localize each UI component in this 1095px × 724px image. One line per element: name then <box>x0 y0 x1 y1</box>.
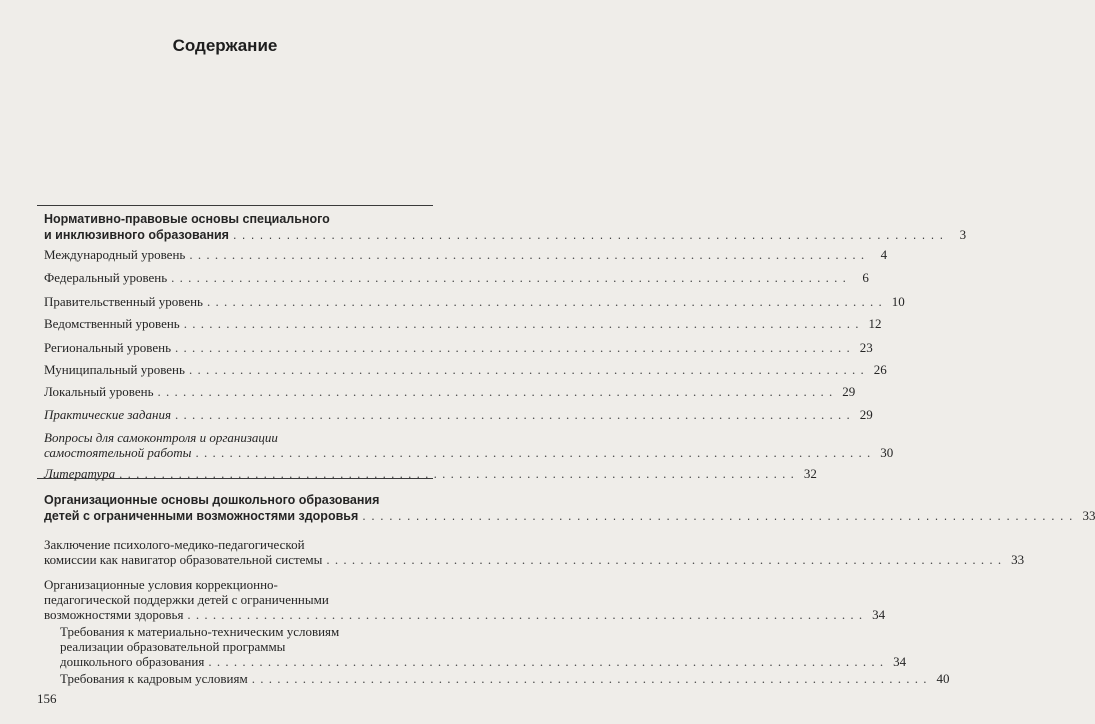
toc-page-number: 32 <box>803 466 817 481</box>
toc-entry <box>44 577 886 622</box>
toc-entry-text: Международный уровень <box>44 247 186 262</box>
toc-entry-text: Требования к кадровым условиям <box>60 671 248 686</box>
toc-page-number: 4 <box>880 247 888 262</box>
dot-leader: . . . . . . . . . . . . . . . . . . . . . . . . . . . . . . . . . . . . . . . . . . . . . . . . . . . . . . . . . . . . . . . . . . . . . . . . . . . . . . . . <box>326 552 1003 567</box>
toc-entry-text: и инклюзивного образования <box>44 228 229 242</box>
toc-page-number: 34 <box>893 654 907 669</box>
dot-leader: . . . . . . . . . . . . . . . . . . . . . . . . . . . . . . . . . . . . . . . . . . . . . . . . . . . . . . . . . . . . . . . . . . . . . . . . . . . . . . . . <box>251 671 928 686</box>
toc-entry <box>44 270 869 285</box>
toc-entry <box>44 430 894 460</box>
toc-entry-text: Федеральный уровень <box>44 270 168 285</box>
toc-page-number: 33 <box>1082 508 1095 523</box>
toc-entry-text: Ведомственный уровень <box>44 316 180 331</box>
toc-page-number: 10 <box>891 294 905 309</box>
toc-page-number: 12 <box>868 316 882 331</box>
toc-entry <box>60 671 950 686</box>
toc-page-number: 29 <box>842 384 856 399</box>
toc-entry <box>44 212 967 243</box>
dot-leader: . . . . . . . . . . . . . . . . . . . . . . . . . . . . . . . . . . . . . . . . . . . . . . . . . . . . . . . . . . . . . . . . . . . . . . . . . . . . . . . . <box>208 654 885 669</box>
toc-entry <box>44 466 817 481</box>
toc-page-number: 30 <box>880 445 894 460</box>
dot-leader: . . . . . . . . . . . . . . . . . . . . . . . . . . . . . . . . . . . . . . . . . . . . . . . . . . . . . . . . . . . . . . . . . . . . . . . . . . . . . . . . <box>232 228 945 242</box>
toc-entry <box>44 294 905 309</box>
toc-entry-text: Муниципальный уровень <box>44 362 185 377</box>
dot-leader: . . . . . . . . . . . . . . . . . . . . . . . . . . . . . . . . . . . . . . . . . . . . . . . . . . . . . . . . . . . . . . . . . . . . . . . . . . . . . . . . <box>157 384 834 399</box>
toc-entry-text: Локальный уровень <box>44 384 154 399</box>
toc-entry-text: Нормативно-правовые основы специального <box>44 212 330 226</box>
toc-entry-text: Вопросы для самоконтроля и организации <box>44 430 278 445</box>
toc-page-number: 29 <box>859 407 873 422</box>
toc-page-number: 3 <box>959 227 967 242</box>
toc-entry-text: Литература <box>44 466 116 481</box>
toc-entry-text: Организационные основы дошкольного образования <box>44 493 380 507</box>
toc-page-number: 33 <box>1011 552 1025 567</box>
dot-leader: . . . . . . . . . . . . . . . . . . . . . . . . . . . . . . . . . . . . . . . . . . . . . . . . . . . . . . . . . . . . . . . . . . . . . . . . . . . . . . . . <box>175 407 851 422</box>
toc-entry-text: дошкольного образования <box>60 654 205 669</box>
dot-leader: . . . . . . . . . . . . . . . . . . . . . . . . . . . . . . . . . . . . . . . . . . . . . . . . . . . . . . . . . . . . . . . . . . . . . . . . . . . . . . . . <box>119 466 795 481</box>
toc-entry <box>44 407 873 422</box>
toc-entry <box>44 340 873 355</box>
dot-leader: . . . . . . . . . . . . . . . . . . . . . . . . . . . . . . . . . . . . . . . . . . . . . . . . . . . . . . . . . . . . . . . . . . . . . . . . . . . . . . . . <box>171 270 847 285</box>
toc-entry <box>44 362 887 377</box>
toc-entry <box>60 624 907 669</box>
toc-page-number: 26 <box>873 362 887 377</box>
toc-entry <box>44 316 882 331</box>
toc-entry-text: Практические задания <box>44 407 171 422</box>
toc-entry-text: комиссии как навигатор образовательной системы <box>44 552 323 567</box>
toc-page-number: 40 <box>936 671 950 686</box>
dot-leader: . . . . . . . . . . . . . . . . . . . . . . . . . . . . . . . . . . . . . . . . . . . . . . . . . . . . . . . . . . . . . . . . . . . . . . . . . . . . . . . . <box>188 362 865 377</box>
page-number: 156 <box>37 691 57 706</box>
toc-entry <box>44 493 1095 524</box>
dot-leader: . . . . . . . . . . . . . . . . . . . . . . . . . . . . . . . . . . . . . . . . . . . . . . . . . . . . . . . . . . . . . . . . . . . . . . . . . . . . . . . . <box>175 340 851 355</box>
toc-entry-text: Заключение психолого-медико-педагогической <box>44 537 305 552</box>
page-title: Содержание <box>172 36 278 55</box>
toc-entry-text: Требования к материально-техническим условиям <box>60 624 340 639</box>
toc-entry-text: Региональный уровень <box>44 340 171 355</box>
dot-leader: . . . . . . . . . . . . . . . . . . . . . . . . . . . . . . . . . . . . . . . . . . . . . . . . . . . . . . . . . . . . . . . . . . . . . . . . . . . . . . . . <box>187 607 864 622</box>
dot-leader: . . . . . . . . . . . . . . . . . . . . . . . . . . . . . . . . . . . . . . . . . . . . . . . . . . . . . . . . . . . . . . . . . . . . . . . . . . . . . . . . <box>189 247 866 262</box>
toc-entry-text: педагогической поддержки детей с ограниченными <box>44 592 329 607</box>
toc-entry <box>44 537 1025 567</box>
toc-entry-text: Организационные условия коррекционно- <box>44 577 278 592</box>
toc-page-number: 23 <box>859 340 873 355</box>
toc-entry <box>44 384 856 399</box>
toc-page-number: 6 <box>862 270 869 285</box>
dot-leader: . . . . . . . . . . . . . . . . . . . . . . . . . . . . . . . . . . . . . . . . . . . . . . . . . . . . . . . . . . . . . . . . . . . . . . . . . . . . . . . . <box>183 316 860 331</box>
toc-entry-text: детей с ограниченными возможностями здоровья <box>44 509 359 523</box>
dot-leader: . . . . . . . . . . . . . . . . . . . . . . . . . . . . . . . . . . . . . . . . . . . . . . . . . . . . . . . . . . . . . . . . . . . . . . . . . . . . . . . . <box>206 294 883 309</box>
dot-leader: . . . . . . . . . . . . . . . . . . . . . . . . . . . . . . . . . . . . . . . . . . . . . . . . . . . . . . . . . . . . . . . . . . . . . . . . . . . . . . . . <box>362 509 1074 523</box>
toc-page-number: 34 <box>872 607 886 622</box>
toc-entry-text: самостоятельной работы <box>44 445 192 460</box>
section-divider <box>37 205 433 206</box>
toc-entry-text: возможностями здоровья <box>44 607 184 622</box>
dot-leader: . . . . . . . . . . . . . . . . . . . . . . . . . . . . . . . . . . . . . . . . . . . . . . . . . . . . . . . . . . . . . . . . . . . . . . . . . . . . . . . . <box>195 445 872 460</box>
toc-entry <box>44 247 888 262</box>
toc-entry-text: реализации образовательной программы <box>60 639 286 654</box>
toc-entry-text: Правительственный уровень <box>44 294 203 309</box>
